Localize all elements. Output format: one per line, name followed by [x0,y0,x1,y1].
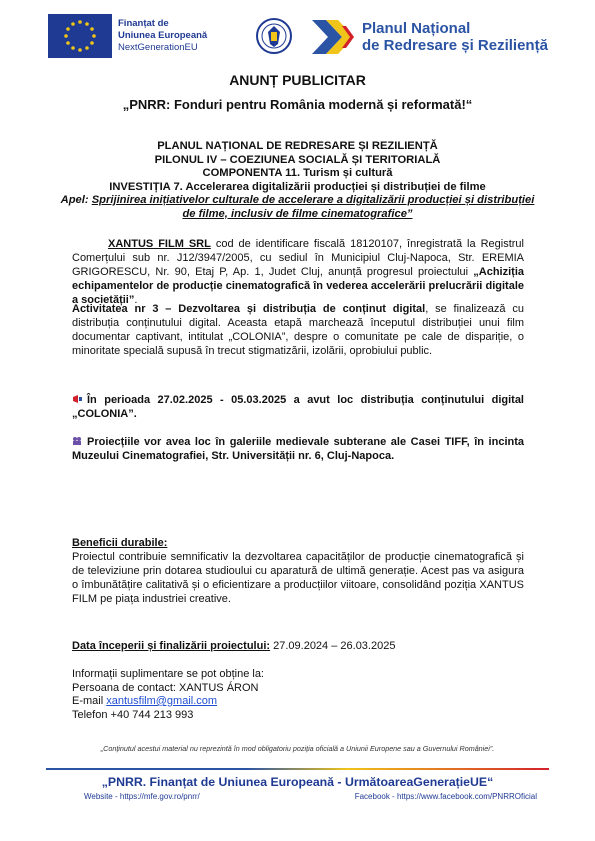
contact-phone: Telefon +40 744 213 993 [72,708,194,721]
contact-person: Persoana de contact: XANTUS ÁRON [72,681,259,694]
page-title: ANUNȚ PUBLICITAR [229,72,366,88]
pnrr-logo [312,18,582,58]
pnrr-logo-line1: Planul Național [362,20,471,37]
email-label: E-mail [72,695,107,707]
screenings-text: Proiecțiile vor avea loc în galeriile medievale subterane ale Casei TIFF, în incinta Muzeului Cinematografiei, Str. Universității nr. 6, Cluj-Napoca. [72,436,524,462]
intro-end: . [134,294,138,306]
benefits-title: Beneficii durabile: [72,537,168,549]
dates-value: 27.09.2024 – 26.03.2025 [270,640,396,652]
footer-facebook-link[interactable]: Facebook - https://www.facebook.com/PNRROficial [354,792,537,801]
apel-label: Apel: [60,194,92,206]
footer-divider [46,768,549,770]
pnrr-arrow-icon [312,20,356,54]
page-subtitle: „PNRR: Fonduri pentru România modernă și reformată!“ [122,97,473,112]
benefits-text: Proiectul contribuie semnificativ la dezvoltarea capacităților de producție cinematografică și de televiziune prin dotarea studioului cu aparatură de ultimă generație. Acest pas va asigura o îmbunătățire calitativă și o eficientizare a producțiilor viitoare, consolidând poziția XANTUS FILM pe piața industriei creative. [72,551,524,605]
period-text: În perioada 27.02.2025 - 05.03.2025 a avut loc distribuția conținutului digital „COLONIA”. [72,394,524,420]
header-apel [60,194,535,221]
eu-logo-line2: Uniunea Europeană [118,30,208,41]
project-dates [72,639,524,653]
intro-paragraph [72,237,524,307]
megaphone-icon [72,394,83,404]
period-paragraph [72,393,524,421]
program-header [60,140,535,221]
benefits-section [72,536,524,606]
eu-logo [48,14,248,58]
header-line-componenta: COMPONENTA 11. Turism și cultură [202,167,393,179]
activity-text: , se finalizează cu distribuția conținutului digital. Aceasta etapă marchează începutul distribuției unui film documentar captivant, intitulat „COLONIA”, despre o comunitate pe cale de dispariție, o minoritate specială supusă în trecut stigmatizării, izolării, oprobiului public. [72,303,524,357]
romania-government-seal-icon [256,14,292,60]
contact-section [72,668,524,722]
apel-text: Sprijinirea inițiativelor culturale de accelerare a digitalizării producției și distribuției de filme, inclusiv de filme cinematografice” [91,194,535,220]
intro-text: cod de identificare fiscală 18120107, înregistrată la Registrul Comerțului sub nr. J12/3947/2005, cu sediul în Municipiul Cluj-Napoca, Str. EREMIA GRIGORESCU, Nr. 90, Etaj P, Ap. 1, Judet Cluj, anunță progresul proiectului [72,238,524,278]
email-link[interactable]: xantusfilm@gmail.com [106,695,218,707]
header-line-investitia: INVESTIȚIA 7. Accelerarea digitalizării producției și distribuției de filme [109,180,486,193]
pnrr-logo-line2: de Redresare și Reziliență [362,37,548,54]
header-line-pilon: PILONUL IV – COEZIUNEA SOCIALĂ ȘI TERITORIALĂ [154,153,441,166]
footer-website-link[interactable]: Website - https://mfe.gov.ro/pnrr/ [84,792,200,801]
footer-title: „PNRR. Finanțat de Uniunea Europeană - UrmătoareaGenerațieUE“ [101,775,494,789]
contact-email-line [72,695,524,709]
header-line-plan: PLANUL NAȚIONAL DE REDRESARE ȘI REZILIENȚĂ [157,140,438,152]
company-name: XANTUS FILM SRL [108,238,211,250]
activity-paragraph [72,302,524,358]
dates-label: Data începerii și finalizării proiectului: [72,640,271,652]
project-name: „Achiziția echipamentelor de producție cinematografică în vederea accelerării prelucrării digitale a societății” [72,266,524,306]
contact-info: Informații suplimentare se pot obține la: [72,668,264,680]
disclaimer: „Conținutul acestui material nu reprezintă în mod obligatoriu poziția oficială a Uniunii Europene sau a Guvernului României”. [100,744,495,753]
eu-flag-icon [48,14,112,58]
film-camera-icon [72,436,83,446]
eu-logo-line3: NextGenerationEU [118,42,198,53]
eu-logo-line1: Finanțat de [118,18,169,29]
activity-title: Activitatea nr 3 – Dezvoltarea și distribuția de conținut digital [72,303,426,315]
screenings-paragraph [72,435,524,463]
